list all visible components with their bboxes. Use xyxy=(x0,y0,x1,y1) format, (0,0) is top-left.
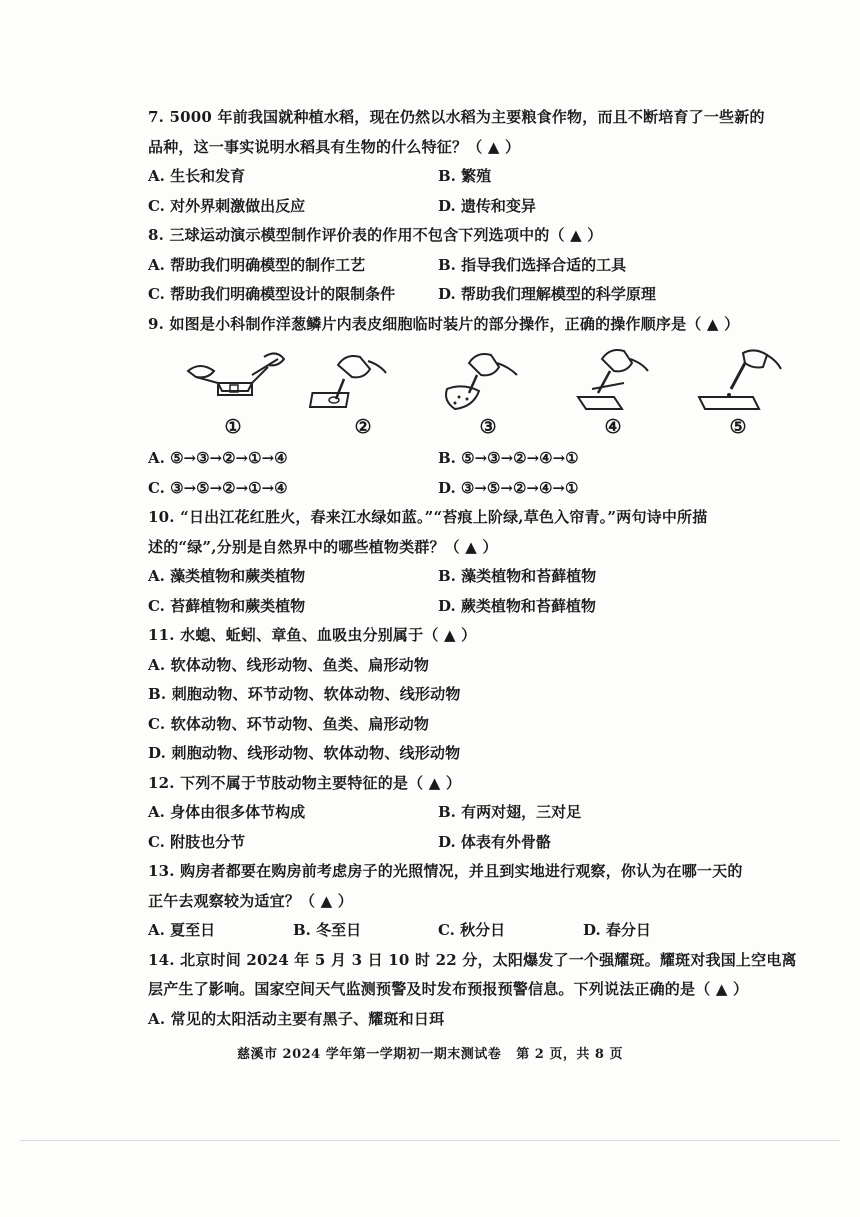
question-stem: 述的“绿”,分别是自然界中的哪些植物类群？（ ▲ ） xyxy=(148,537,498,556)
option-b: B. 藻类植物和苔藓植物 xyxy=(438,567,597,585)
question-12 xyxy=(148,769,798,858)
figure-label: ③ xyxy=(479,416,497,438)
figure-step-5 xyxy=(683,339,793,444)
figure-step-1 xyxy=(178,339,288,444)
option-a: A. 夏至日 xyxy=(148,921,216,939)
onion-scale-illustration xyxy=(433,339,543,419)
option-b: B. 冬至日 xyxy=(293,921,362,939)
option-a: A. 藻类植物和蕨类植物 xyxy=(148,567,306,585)
figure-label: ① xyxy=(224,416,242,438)
question-7 xyxy=(148,103,798,221)
question-stem: 12. 下列不属于节肢动物主要特征的是（ ▲ ） xyxy=(148,773,462,792)
option-c: C. 帮助我们明确模型设计的限制条件 xyxy=(148,285,396,303)
slide-preparation-figure xyxy=(148,339,798,444)
question-13 xyxy=(148,857,798,946)
question-14 xyxy=(148,946,798,1035)
question-stem: 8. 三球运动演示模型制作评价表的作用不包含下列选项中的（ ▲ ） xyxy=(148,226,603,244)
figure-label: ⑤ xyxy=(729,416,747,438)
dropper-slide-illustration xyxy=(683,339,793,419)
option-d: D. 遗传和变异 xyxy=(438,196,536,215)
option-a: A. 生长和发育 xyxy=(148,167,246,185)
scan-divider xyxy=(20,1140,840,1141)
forceps-slide-illustration xyxy=(178,339,288,419)
option-d: D. 春分日 xyxy=(583,921,651,939)
option-d: D. 体表有外骨骼 xyxy=(438,832,551,851)
question-stem: 13. 购房者都要在购房前考虑房子的光照情况，并且到实地进行观察，你认为在哪一天的 xyxy=(148,862,743,880)
question-stem: 层产生了影响。国家空间天气监测预警及时发布预报预警信息。下列说法正确的是（ ▲ ） xyxy=(148,980,749,998)
option-c: C. 软体动物、环节动物、鱼类、扁形动物 xyxy=(148,714,430,733)
question-8 xyxy=(148,221,798,310)
option-b: B. 有两对翅，三对足 xyxy=(438,803,582,821)
exam-title: 慈溪市 2024 学年第一学期初一期末测试卷 xyxy=(237,1047,502,1062)
option-b: B. 指导我们选择合适的工具 xyxy=(438,255,627,274)
figure-label: ② xyxy=(354,416,372,438)
option-a: A. 常见的太阳活动主要有黑子、耀斑和日珥 xyxy=(148,1009,445,1028)
option-c: C. 秋分日 xyxy=(438,921,506,939)
option-d: D. 刺胞动物、线形动物、软体动物、线形动物 xyxy=(148,744,461,762)
option-d: D. 蕨类植物和苔藓植物 xyxy=(438,596,596,615)
figure-step-2 xyxy=(308,339,418,444)
needle-slide-illustration xyxy=(308,339,418,419)
question-stem: 14. 北京时间 2024 年 5 月 3 日 10 时 22 分，太阳爆发了一个强耀斑。耀斑对我国上空电离 xyxy=(148,950,797,969)
option-c: C. 苔藓植物和蕨类植物 xyxy=(148,596,306,615)
page-footer xyxy=(0,1043,860,1062)
question-stem: 正午去观察较为适宜？（ ▲ ） xyxy=(148,891,353,910)
figure-step-3 xyxy=(433,339,543,444)
question-10 xyxy=(148,503,798,621)
question-9 xyxy=(148,310,798,504)
question-11 xyxy=(148,621,798,769)
question-stem: 10. “日出江花红胜火，春来江水绿如蓝。”“苔痕上阶绿,草色入帘青。”两句诗中所描 xyxy=(148,508,708,526)
option-b: B. 繁殖 xyxy=(438,167,492,185)
page-number: 第 2 页，共 8 页 xyxy=(516,1047,623,1062)
option-a: A. 软体动物、线形动物、鱼类、扁形动物 xyxy=(148,655,430,674)
option-a: A. ⑤→③→②→①→④ xyxy=(148,449,288,467)
question-list xyxy=(148,103,798,1034)
question-stem: 7. 5000 年前我国就种植水稻，现在仍然以水稻为主要粮食作物，而且不断培育了一些新的 xyxy=(148,108,765,126)
option-a: A. 身体由很多体节构成 xyxy=(148,803,306,821)
question-stem: 9. 如图是小科制作洋葱鳞片内表皮细胞临时装片的部分操作，正确的操作顺序是（ ▲ ） xyxy=(148,314,740,333)
option-b: B. ⑤→③→②→④→① xyxy=(438,449,579,467)
option-c: C. 附肢也分节 xyxy=(148,832,246,851)
question-stem: 品种，这一事实说明水稻具有生物的什么特征？（ ▲ ） xyxy=(148,137,521,156)
coverslip-illustration xyxy=(558,339,668,419)
figure-step-4 xyxy=(558,339,668,444)
question-stem: 11. 水螅、蚯蚓、章鱼、血吸虫分别属于（ ▲ ） xyxy=(148,626,477,644)
option-a: A. 帮助我们明确模型的制作工艺 xyxy=(148,255,366,274)
figure-label: ④ xyxy=(604,416,622,438)
option-c: C. 对外界刺激做出反应 xyxy=(148,196,306,215)
option-c: C. ③→⑤→②→①→④ xyxy=(148,478,288,497)
option-d: D. ③→⑤→②→④→① xyxy=(438,478,579,497)
option-b: B. 刺胞动物、环节动物、软体动物、线形动物 xyxy=(148,685,461,703)
option-d: D. 帮助我们理解模型的科学原理 xyxy=(438,285,656,303)
